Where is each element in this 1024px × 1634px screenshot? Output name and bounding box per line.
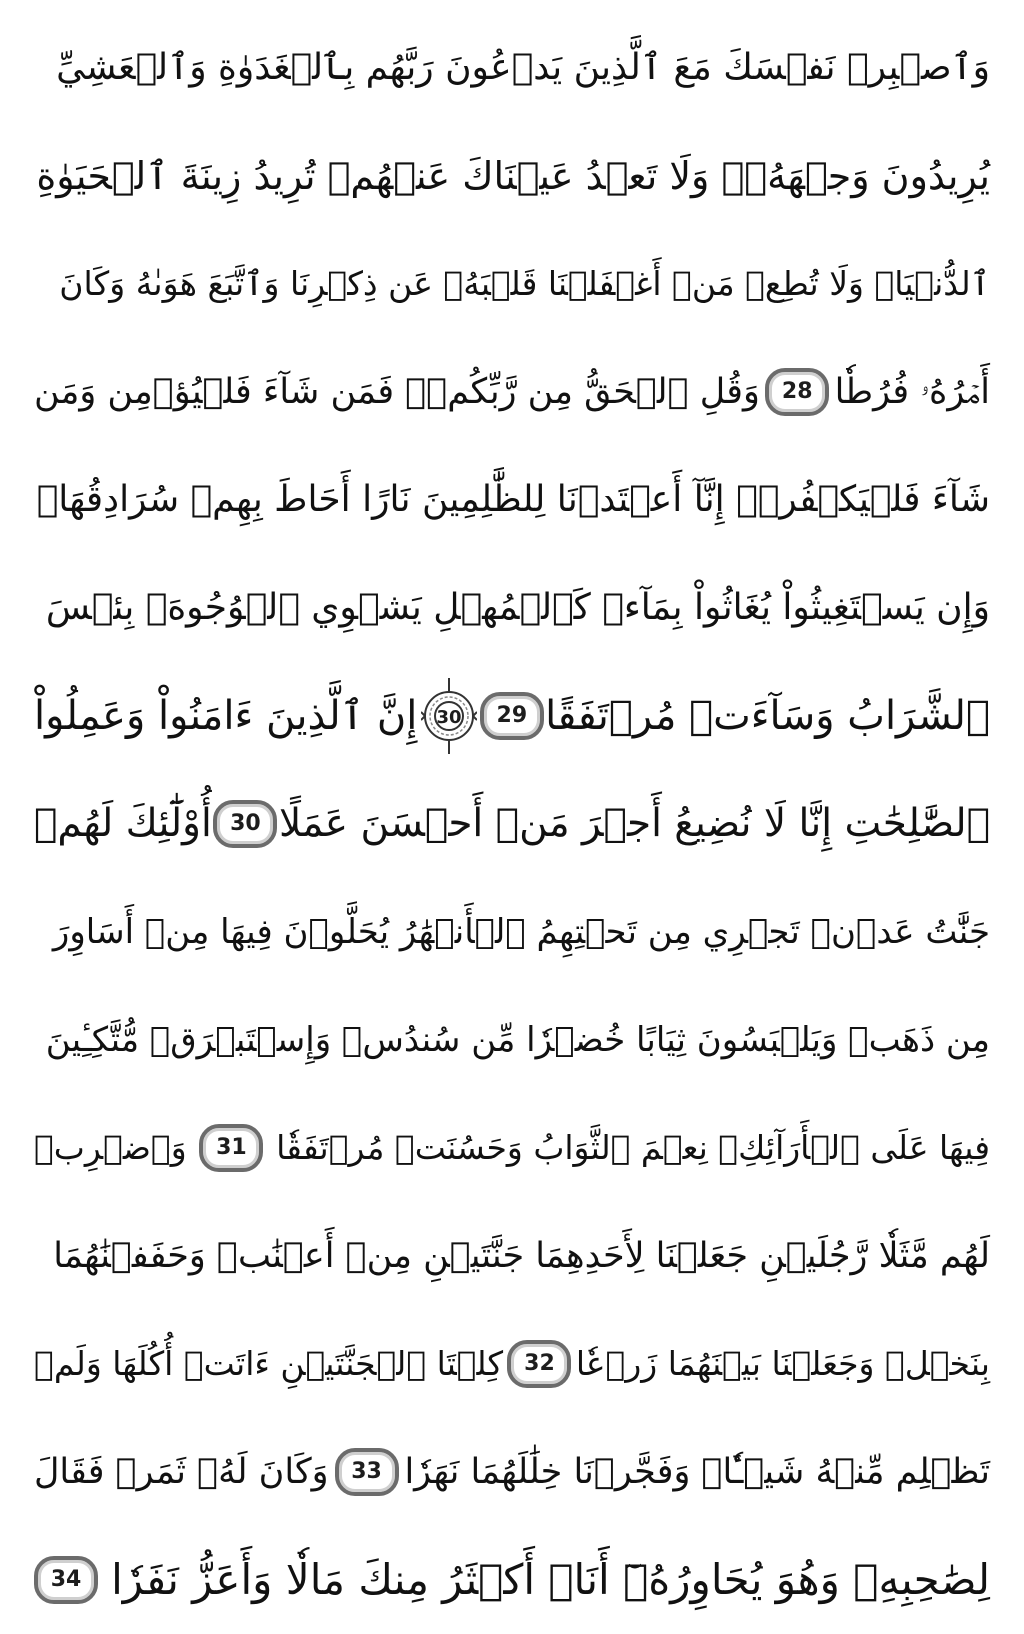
text-line: [34, 230, 990, 338]
text-line: [34, 1526, 990, 1634]
verse-text: كِلۡتَا ٱلۡجَنَّتَيۡنِ ءَاتَتۡ أُكُلَهَا وَلَمۡ: [34, 1344, 504, 1383]
verse-text: تَظۡلِم مِّنۡهُ شَيۡـٔٗاۚ وَفَجَّرۡنَا خِلَٰلَهُمَا نَهَرٗا: [404, 1452, 990, 1492]
verse-text: وَقُلِ ٱلۡحَقُّ مِن رَّبِّكُمۡۖ فَمَن شَآءَ فَلۡيُؤۡمِن وَمَن: [34, 372, 760, 412]
text-line: [34, 1418, 990, 1526]
text-line: [34, 1202, 990, 1310]
text-line: [34, 446, 990, 554]
verse-text: ٱلدُّنۡيَاۖ وَلَا تُطِعۡ مَنۡ أَغۡفَلۡنَا قَلۡبَهُۥ عَن ذِكۡرِنَا وَٱتَّبَعَ هَوَىٰهُ وَكَانَ: [59, 264, 990, 303]
verse-text: يُرِيدُونَ وَجۡهَهُۥۖ وَلَا تَعۡدُ عَيۡنَاكَ عَنۡهُمۡ تُرِيدُ زِينَةَ ٱلۡحَيَوٰةِ: [36, 154, 990, 198]
verse-text: لِصَٰحِبِهِۦ وَهُوَ يُحَاوِرُهُۥٓ أَنَا۠ أَكۡثَرُ مِنكَ مَالٗا وَأَعَزُّ نَفَرٗا: [111, 1555, 990, 1604]
verse-text: ٱلصَّٰلِحَٰتِ إِنَّا لَا نُضِيعُ أَجۡرَ مَنۡ أَحۡسَنَ عَمَلًا: [278, 801, 990, 846]
verse-text: لَهُم مَّثَلٗا رَّجُلَيۡنِ جَعَلۡنَا لِأَحَدِهِمَا جَنَّتَيۡنِ مِنۡ أَعۡنَٰبٖ وَحَفَفۡنَٰهُمَا: [53, 1236, 990, 1276]
verse-text: وَٱصۡبِرۡ نَفۡسَكَ مَعَ ٱلَّذِينَ يَدۡعُونَ رَبَّهُم بِٱلۡغَدَوٰةِ وَٱلۡعَشِيِّ: [56, 47, 990, 88]
text-line: [34, 662, 990, 770]
verse-text: شَآءَ فَلۡيَكۡفُرۡۚ إِنَّآ أَعۡتَدۡنَا لِلظَّٰلِمِينَ نَارًا أَحَاطَ بِهِمۡ سُرَادِقُهَاۚ: [36, 479, 990, 520]
verse-number-marker: 34: [34, 1556, 98, 1604]
hizb-quarter-icon: [419, 668, 479, 764]
verse-text: جَنَّٰتُ عَدۡنٖ تَجۡرِي مِن تَحۡتِهِمُ ٱلۡأَنۡهَٰرُ يُحَلَّوۡنَ فِيهَا مِنۡ أَسَاوِرَ: [52, 912, 990, 952]
verse-number-marker: 31: [199, 1124, 263, 1172]
verse-number-marker: 30: [213, 800, 277, 848]
verse-number-marker: 28: [765, 368, 829, 416]
verse-text: وَكَانَ لَهُۥ ثَمَرٞ فَقَالَ: [34, 1452, 329, 1492]
hizb-quarter-ornament: [421, 676, 477, 756]
text-line: [34, 770, 990, 878]
verse-text: أُوْلَٰٓئِكَ لَهُمۡ: [34, 801, 212, 846]
verse-text: بِنَخۡلٖ وَجَعَلۡنَا بَيۡنَهُمَا زَرۡعٗا: [575, 1344, 990, 1383]
verse-number-marker: 29: [480, 692, 544, 740]
verse-number-marker: 33: [335, 1448, 399, 1496]
verse-text: مِن ذَهَبٖ وَيَلۡبَسُونَ ثِيَابًا خُضۡرٗا مِّن سُندُسٖ وَإِسۡتَبۡرَقٖ مُّتَّكِـِٔينَ: [45, 1020, 990, 1060]
text-line: [34, 1310, 990, 1418]
verse-text: أَمۡرُهُۥ فُرُطٗا: [834, 372, 990, 412]
text-line: [34, 14, 990, 122]
text-line: [34, 1094, 990, 1202]
text-line: [34, 122, 990, 230]
text-line: [34, 554, 990, 662]
verse-text: وَٱضۡرِبۡ: [34, 1128, 187, 1167]
text-line: [34, 878, 990, 986]
verse-text: ٱلشَّرَابُ وَسَآءَتۡ مُرۡتَفَقًا: [545, 693, 990, 739]
text-line: [34, 338, 990, 446]
verse-text: إِنَّ ٱلَّذِينَ ءَامَنُواْ وَعَمِلُواْ: [34, 693, 418, 739]
verse-text: فِيهَا عَلَى ٱلۡأَرَآئِكِۚ نِعۡمَ ٱلثَّوَابُ وَحَسُنَتۡ مُرۡتَفَقٗا: [276, 1128, 990, 1167]
verse-text: وَإِن يَسۡتَغِيثُواْ يُغَاثُواْ بِمَآءٖ كَٱلۡمُهۡلِ يَشۡوِي ٱلۡوُجُوهَۚ بِئۡسَ: [45, 587, 990, 628]
hizb-quarter-number: 30: [436, 707, 462, 728]
verse-number-marker: 32: [507, 1340, 571, 1388]
text-line: [34, 986, 990, 1094]
